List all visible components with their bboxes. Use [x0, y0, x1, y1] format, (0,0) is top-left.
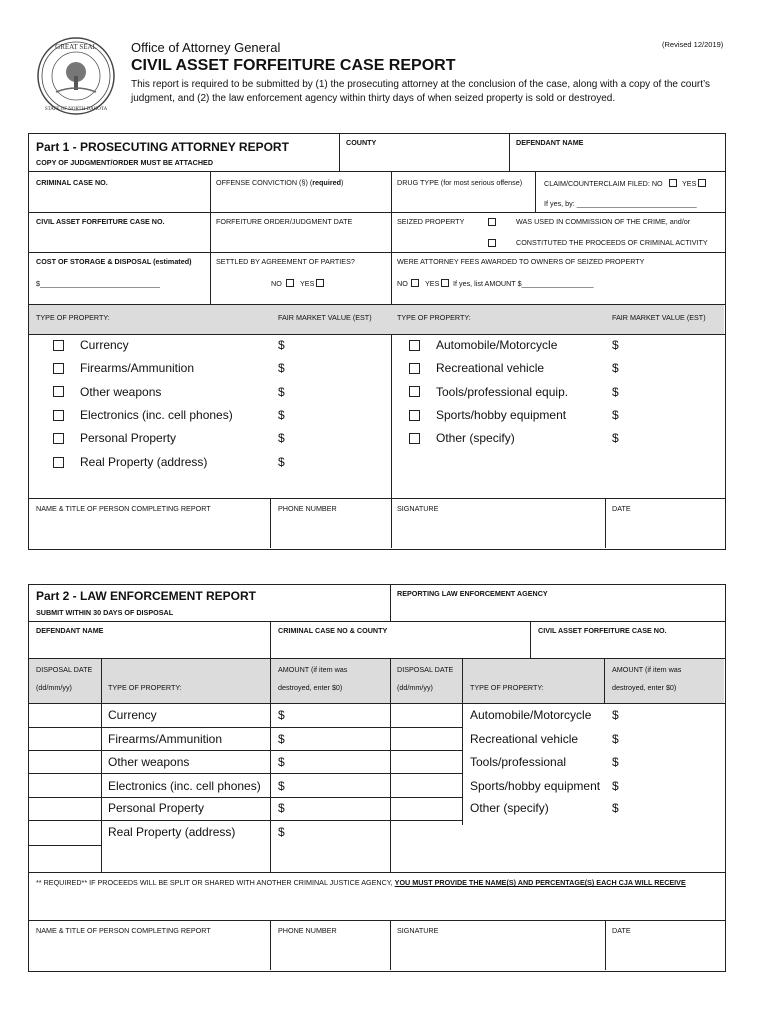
p1-left-dollar[interactable]: $: [278, 408, 285, 422]
settled-yes-label: YES: [300, 279, 315, 288]
intro-line-1: This report is required to be submitted by (1) the prosecuting attorney at the conclusion of the case, along with a copy of the court’s: [131, 79, 711, 90]
p2-right-item: Tools/professional: [470, 755, 567, 769]
claim-no-checkbox[interactable]: [669, 179, 677, 187]
p2-forfeiture-case-label: CIVIL ASSET FORFEITURE CASE NO.: [538, 626, 667, 635]
p1-right-item: Recreational vehicle: [436, 361, 545, 375]
p1-date-label: DATE: [612, 504, 631, 513]
p1-left-item: Other weapons: [80, 385, 162, 399]
p2-right-dollar[interactable]: $: [612, 755, 619, 769]
p2-date-label: DATE: [612, 926, 631, 935]
p1-fmv-left-header: FAIR MARKET VALUE (EST): [278, 313, 372, 322]
p1-other-checkbox[interactable]: [409, 433, 420, 444]
constituted-proceeds-label: CONSTITUTED THE PROCEEDS OF CRIMINAL ACTIVITY: [516, 238, 708, 247]
p1-right-dollar[interactable]: $: [612, 408, 619, 422]
p1-phone-label: PHONE NUMBER: [278, 504, 337, 513]
p2-right-item: Other (specify): [470, 801, 549, 815]
intro-line-2: judgment, and (2) the law enforcement agency within thirty days of when seized property is sold or destroyed.: [131, 93, 616, 104]
part1-title: Part 1 - PROSECUTING ATTORNEY REPORT: [36, 140, 289, 154]
p2-left-item: Other weapons: [108, 755, 190, 769]
p1-left-dollar[interactable]: $: [278, 361, 285, 375]
p1-right-dollar[interactable]: $: [612, 361, 619, 375]
p1-rv-checkbox[interactable]: [409, 363, 420, 374]
criminal-case-no-label: CRIMINAL CASE NO.: [36, 178, 108, 187]
p2-left-item: Firearms/Ammunition: [108, 732, 223, 746]
p1-auto-checkbox[interactable]: [409, 340, 420, 351]
defendant-name-label: DEFENDANT NAME: [516, 138, 584, 147]
p2-signature-label: SIGNATURE: [397, 926, 439, 935]
p1-weapons-checkbox[interactable]: [53, 386, 64, 397]
part2-box: [28, 584, 726, 972]
p2-right-item: Recreational vehicle: [470, 732, 579, 746]
p1-electronics-checkbox[interactable]: [53, 410, 64, 421]
seal-top-text: GREAT SEAL: [55, 43, 97, 51]
county-label: COUNTY: [346, 138, 377, 147]
p1-type-left-header: TYPE OF PROPERTY:: [36, 313, 110, 322]
revised-date: (Revised 12/2019): [662, 40, 724, 49]
offense-conviction-label: OFFENSE CONVICTION (§) (required): [216, 178, 344, 187]
p2-left-item: Personal Property: [108, 801, 205, 815]
office-name: Office of Attorney General: [131, 40, 281, 55]
claim-filed-label: CLAIM/COUNTERCLAIM FILED: NO: [544, 179, 663, 188]
part1-subtitle: COPY OF JUDGMENT/ORDER MUST BE ATTACHED: [36, 158, 214, 167]
attorney-fees-label: WERE ATTORNEY FEES AWARDED TO OWNERS OF SEIZED PROPERTY: [397, 257, 645, 266]
cost-storage-field[interactable]: $______________________________: [36, 279, 160, 288]
p1-real-property-checkbox[interactable]: [53, 457, 64, 468]
p1-right-item: Other (specify): [436, 431, 515, 445]
part2-subtitle: SUBMIT WITHIN 30 DAYS OF DISPOSAL: [36, 608, 174, 617]
p2-amount2-right: destroyed, enter $0): [612, 683, 677, 692]
fees-yes-checkbox[interactable]: [441, 279, 449, 287]
fees-no-label: NO: [397, 279, 408, 288]
p1-left-item: Electronics (inc. cell phones): [80, 408, 233, 422]
settled-agreement-label: SETTLED BY AGREEMENT OF PARTIES?: [216, 257, 355, 266]
p1-tools-checkbox[interactable]: [409, 386, 420, 397]
claim-yes-checkbox[interactable]: [698, 179, 706, 187]
p2-right-dollar[interactable]: $: [612, 708, 619, 722]
p1-right-dollar[interactable]: $: [612, 431, 619, 445]
required-note: ** REQUIRED** IF PROCEEDS WILL BE SPLIT OR SHARED WITH ANOTHER CRIMINAL JUSTICE AGENCY, YOU MUST PROVIDE THE NAME(S) AND PERCENTAGE(S) EACH CJA WILL RECEIVE: [36, 878, 686, 887]
p1-left-item: Currency: [80, 338, 129, 352]
p2-left-item: Real Property (address): [108, 825, 236, 839]
p2-right-dollar[interactable]: $: [612, 732, 619, 746]
p1-right-item: Tools/professional equip.: [436, 385, 569, 399]
p1-right-item: Sports/hobby equipment: [436, 408, 567, 422]
p1-currency-checkbox[interactable]: [53, 340, 64, 351]
cost-storage-label: COST OF STORAGE & DISPOSAL (estimated): [36, 257, 192, 266]
p2-case-county-label: CRIMINAL CASE NO & COUNTY: [278, 626, 388, 635]
p2-name-title-label: NAME & TITLE OF PERSON COMPLETING REPORT: [36, 926, 211, 935]
p1-type-right-header: TYPE OF PROPERTY:: [397, 313, 471, 322]
p1-signature-label: SIGNATURE: [397, 504, 439, 513]
p2-date-format-right: (dd/mm/yy): [397, 683, 433, 692]
fees-amount-field[interactable]: If yes, list AMOUNT $__________________: [453, 279, 594, 288]
p1-firearms-checkbox[interactable]: [53, 363, 64, 374]
p2-left-item: Electronics (inc. cell phones): [108, 779, 261, 793]
p2-left-item: Currency: [108, 708, 157, 722]
p2-amount-right: AMOUNT (if item was: [612, 665, 682, 674]
p1-fmv-right-header: FAIR MARKET VALUE (EST): [612, 313, 706, 322]
page-title: CIVIL ASSET FORFEITURE CASE REPORT: [131, 57, 456, 74]
p2-type-right-header: TYPE OF PROPERTY:: [470, 683, 544, 692]
p2-left-dollar[interactable]: $: [278, 825, 285, 839]
forfeiture-order-date-label: FORFEITURE ORDER/JUDGMENT DATE: [216, 217, 353, 226]
p2-disposal-date-right: DISPOSAL DATE: [397, 665, 454, 674]
p1-right-dollar[interactable]: $: [612, 385, 619, 399]
p2-disposal-date-left: DISPOSAL DATE: [36, 665, 93, 674]
p1-left-item: Personal Property: [80, 431, 177, 445]
p2-left-dollar[interactable]: $: [278, 779, 285, 793]
p1-left-dollar[interactable]: $: [278, 455, 285, 469]
part1-box: [28, 133, 726, 550]
p1-left-dollar[interactable]: $: [278, 431, 285, 445]
p1-right-item: Automobile/Motorcycle: [436, 338, 558, 352]
p2-right-item: Sports/hobby equipment: [470, 779, 601, 793]
used-in-commission-checkbox[interactable]: [488, 218, 496, 226]
reporting-agency-label: REPORTING LAW ENFORCEMENT AGENCY: [397, 589, 548, 598]
p2-right-dollar[interactable]: $: [612, 801, 619, 815]
p1-personal-checkbox[interactable]: [53, 433, 64, 444]
p2-right-item: Automobile/Motorcycle: [470, 708, 592, 722]
p2-amount2-left: destroyed, enter $0): [278, 683, 343, 692]
p1-right-dollar[interactable]: $: [612, 338, 619, 352]
p1-name-title-label: NAME & TITLE OF PERSON COMPLETING REPORT: [36, 504, 211, 513]
p2-left-dollar[interactable]: $: [278, 732, 285, 746]
p1-left-dollar[interactable]: $: [278, 385, 285, 399]
state-seal: [36, 36, 116, 116]
used-in-commission-label: WAS USED IN COMMISSION OF THE CRIME, and/or: [516, 217, 691, 226]
forfeiture-case-no-label: CIVIL ASSET FORFEITURE CASE NO.: [36, 217, 165, 226]
fees-no-checkbox[interactable]: [411, 279, 419, 287]
p1-left-item: Firearms/Ammunition: [80, 361, 195, 375]
p2-defendant-name-label: DEFENDANT NAME: [36, 626, 104, 635]
seized-property-label: SEIZED PROPERTY: [397, 217, 465, 226]
constituted-proceeds-checkbox[interactable]: [488, 239, 496, 247]
if-yes-by-field[interactable]: If yes, by: ______________________________: [544, 199, 697, 208]
settled-yes-checkbox[interactable]: [316, 279, 324, 287]
p2-phone-label: PHONE NUMBER: [278, 926, 337, 935]
p2-left-dollar[interactable]: $: [278, 708, 285, 722]
drug-type-label: DRUG TYPE (for most serious offense): [397, 178, 523, 187]
part2-title: Part 2 - LAW ENFORCEMENT REPORT: [36, 589, 257, 603]
p1-sports-checkbox[interactable]: [409, 410, 420, 421]
seal-bottom-text: STATE OF NORTH DAKOTA: [44, 107, 108, 112]
p2-amount-left: AMOUNT (if item was: [278, 665, 348, 674]
claim-yes-label: YES: [682, 179, 697, 188]
fees-yes-label: YES: [425, 279, 440, 288]
p2-type-left-header: TYPE OF PROPERTY:: [108, 683, 182, 692]
p2-left-dollar[interactable]: $: [278, 755, 285, 769]
settled-no-checkbox[interactable]: [286, 279, 294, 287]
p2-left-dollar[interactable]: $: [278, 801, 285, 815]
p1-left-dollar[interactable]: $: [278, 338, 285, 352]
p1-left-item: Real Property (address): [80, 455, 208, 469]
settled-no-label: NO: [271, 279, 282, 288]
p2-right-dollar[interactable]: $: [612, 779, 619, 793]
p2-date-format-left: (dd/mm/yy): [36, 683, 72, 692]
